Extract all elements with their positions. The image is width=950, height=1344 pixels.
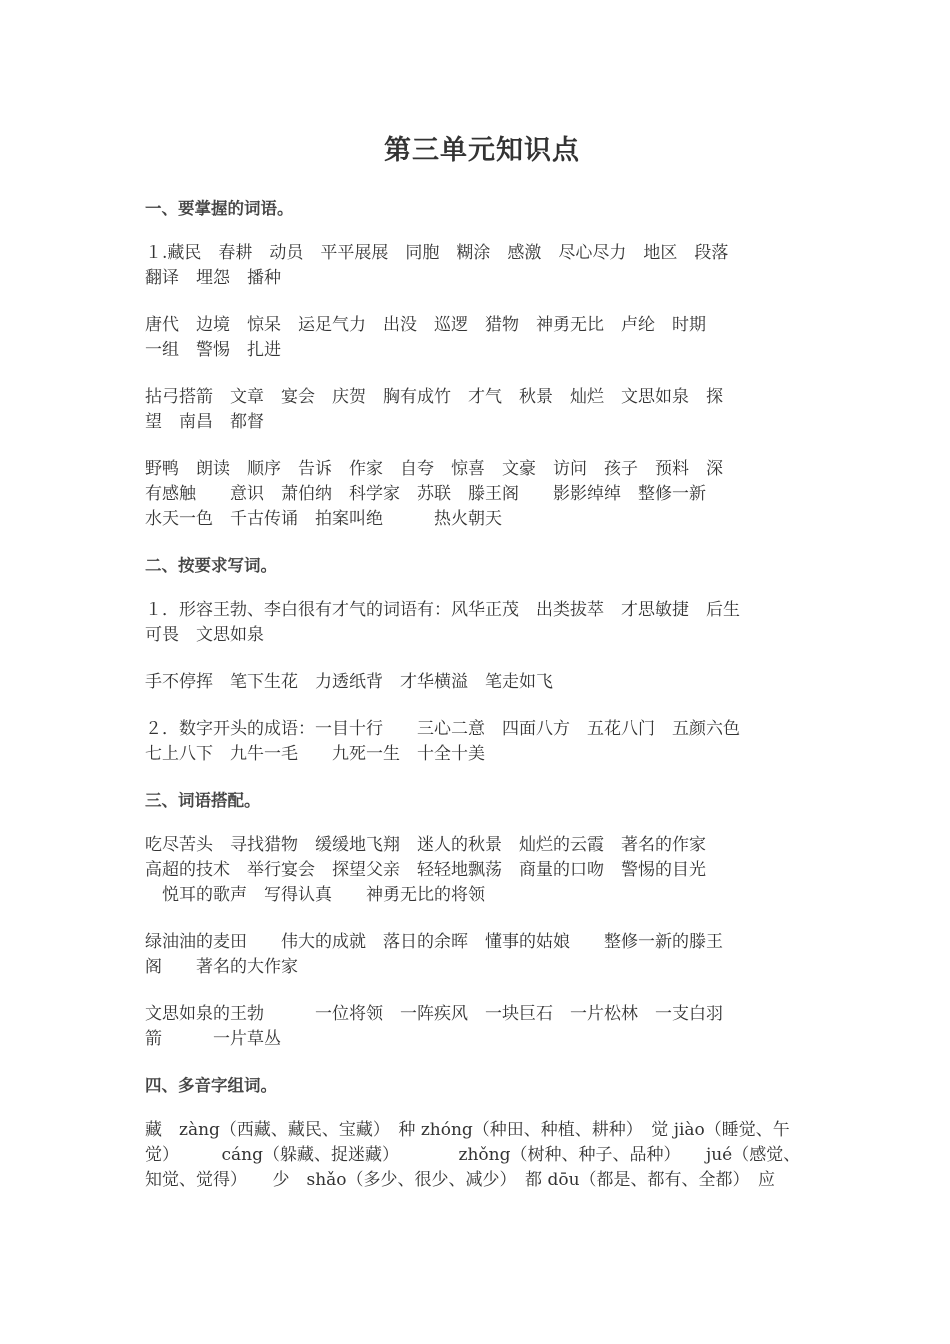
paragraph-line: 绿油油的麦田 伟大的成就 落日的余晖 懂事的姑娘 整修一新的滕王 bbox=[145, 932, 723, 952]
paragraph-line: 吃尽苦头 寻找猎物 缓缓地飞翔 迷人的秋景 灿烂的云霞 著名的作家 bbox=[145, 835, 706, 855]
paragraph-line: １.藏民 春耕 动员 平平展展 同胞 糊涂 感激 尽心尽力 地区 段落 bbox=[145, 243, 729, 263]
document-page bbox=[145, 128, 815, 1215]
paragraph-line: １．形容王勃、李白很有才气的词语有：风华正茂 出类拔萃 才思敏捷 后生 bbox=[145, 600, 740, 620]
paragraph-line: 唐代 边境 惊呆 运足气力 出没 巡逻 猎物 神勇无比 卢纶 时期 bbox=[145, 315, 706, 335]
paragraph-line: 文思如泉的王勃 一位将领 一阵疾风 一块巨石 一片松林 一支白羽 bbox=[145, 1004, 723, 1024]
paragraph-line: 手不停挥 笔下生花 力透纸背 才华横溢 笔走如飞 bbox=[145, 672, 553, 692]
word-list-paragraph bbox=[145, 833, 815, 908]
word-list-paragraph bbox=[145, 930, 815, 980]
paragraph-line: 高超的技术 举行宴会 探望父亲 轻轻地飘荡 商量的口吻 警惕的目光 bbox=[145, 860, 706, 880]
paragraph-line: 知觉、觉得） 少 shǎo（多少、很少、减少） 都 dōu（都是、都有、全都） 应 bbox=[145, 1170, 776, 1190]
paragraph-line: 翻译 埋怨 播种 bbox=[145, 268, 281, 288]
paragraph-line: 阁 著名的大作家 bbox=[145, 957, 298, 977]
word-list-paragraph bbox=[145, 1118, 815, 1193]
section-heading: 四、多音字组词。 bbox=[145, 1076, 277, 1095]
paragraph-line: 藏 zàng（西藏、藏民、宝藏） 种 zhóng（种田、种植、耕种） 觉 jiào（睡觉、午 bbox=[145, 1120, 790, 1140]
paragraph-line: 悦耳的歌声 写得认真 神勇无比的将领 bbox=[145, 885, 485, 905]
section-heading: 一、要掌握的词语。 bbox=[145, 199, 294, 218]
word-list-paragraph bbox=[145, 313, 815, 363]
page-title: 第三单元知识点 bbox=[384, 135, 580, 166]
paragraph-line: 野鸭 朗读 顺序 告诉 作家 自夸 惊喜 文豪 访问 孩子 预料 深 bbox=[145, 459, 723, 479]
paragraph-line: 望 南昌 都督 bbox=[145, 412, 264, 432]
word-list-paragraph bbox=[145, 241, 815, 291]
word-list-paragraph bbox=[145, 717, 815, 767]
word-list-paragraph bbox=[145, 598, 815, 648]
paragraph-line: 可畏 文思如泉 bbox=[145, 625, 264, 645]
paragraph-line: ２．数字开头的成语：一目十行 三心二意 四面八方 五花八门 五颜六色 bbox=[145, 719, 740, 739]
document-body bbox=[145, 197, 815, 1193]
word-list-paragraph bbox=[145, 457, 815, 532]
paragraph-line: 箭 一片草丛 bbox=[145, 1029, 281, 1049]
paragraph-line: 一组 警惕 扎进 bbox=[145, 340, 281, 360]
word-list-paragraph bbox=[145, 670, 815, 695]
word-list-paragraph bbox=[145, 1002, 815, 1052]
word-list-paragraph bbox=[145, 385, 815, 435]
paragraph-line: 拈弓搭箭 文章 宴会 庆贺 胸有成竹 才气 秋景 灿烂 文思如泉 探 bbox=[145, 387, 723, 407]
section-heading: 二、按要求写词。 bbox=[145, 556, 277, 575]
paragraph-line: 有感触 意识 萧伯纳 科学家 苏联 滕王阁 影影绰绰 整修一新 bbox=[145, 484, 706, 504]
paragraph-line: 觉） cáng（躲藏、捉迷藏） zhǒng（树种、种子、品种） jué（感觉、 bbox=[145, 1145, 801, 1165]
section-heading: 三、词语搭配。 bbox=[145, 791, 261, 810]
paragraph-line: 七上八下 九牛一毛 九死一生 十全十美 bbox=[145, 744, 485, 764]
paragraph-line: 水天一色 千古传诵 拍案叫绝 热火朝天 bbox=[145, 509, 502, 529]
